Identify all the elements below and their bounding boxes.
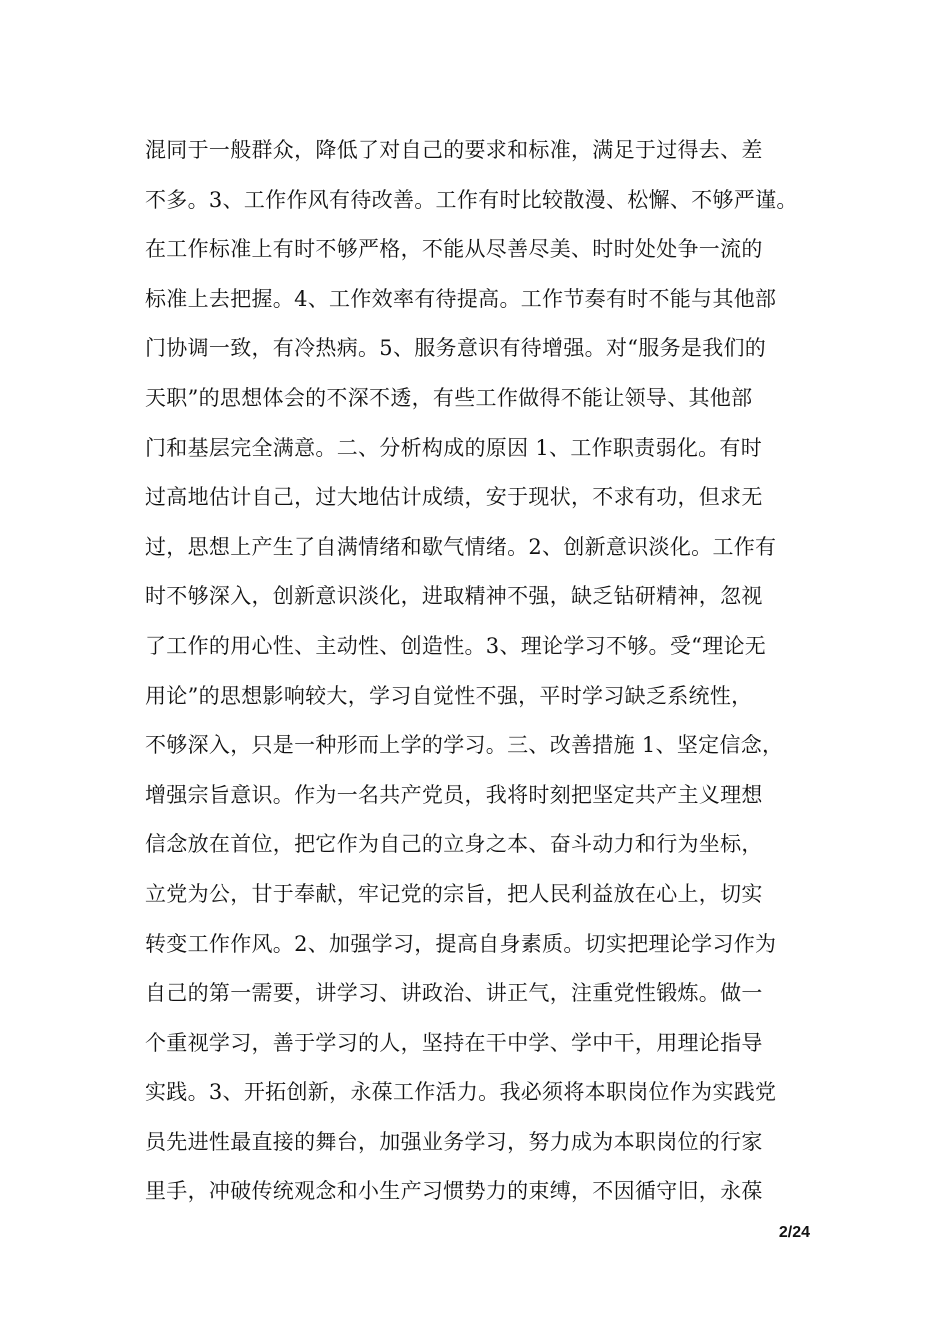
text-line: 在工作标准上有时不够严格，不能从尽善尽美、时时处处争一流的 bbox=[145, 237, 763, 262]
text-line: 个重视学习，善于学习的人，坚持在干中学、学中干，用理论指导 bbox=[145, 1030, 763, 1055]
text-line: 过高地估计自己，过大地估计成绩，安于现状，不求有功，但求无 bbox=[145, 485, 763, 510]
text-line: 门协调一致，有冷热病。5、服务意识有待增强。对“服务是我们的 bbox=[145, 336, 767, 361]
text-line: 实践。3、开拓创新，永葆工作活力。我必须将本职岗位作为实践党 bbox=[145, 1080, 777, 1105]
body-text bbox=[145, 126, 825, 1217]
text-line: 里手，冲破传统观念和小生产习惯势力的束缚，不因循守旧，永葆 bbox=[145, 1179, 763, 1204]
text-line: 自己的第一需要，讲学习、讲政治、讲正气，注重党性锻炼。做一 bbox=[145, 981, 763, 1006]
text-line: 转变工作作风。2、加强学习，提高自身素质。切实把理论学习作为 bbox=[145, 931, 777, 956]
text-line: 不够深入，只是一种形而上学的学习。三、改善措施 1、坚定信念， bbox=[145, 733, 784, 758]
text-line: 天职”的思想体会的不深不透，有些工作做得不能让领导、其他部 bbox=[145, 385, 753, 410]
text-line: 标准上去把握。4、工作效率有待提高。工作节奏有时不能与其他部 bbox=[145, 286, 777, 311]
text-line: 时不够深入，创新意识淡化，进取精神不强，缺乏钻研精神，忽视 bbox=[145, 584, 763, 609]
text-line: 混同于一般群众，降低了对自己的要求和标准，满足于过得去、差 bbox=[145, 138, 763, 162]
text-line: 了工作的用心性、主动性、创造性。3、理论学习不够。受“理论无 bbox=[145, 633, 767, 658]
text-line: 门和基层完全满意。二、分析构成的原因 1、工作职责弱化。有时 bbox=[145, 435, 763, 460]
text-line: 不多。3、工作作风有待改善。工作有时比较散漫、松懈、不够严谨。 bbox=[145, 187, 798, 212]
page-number: 2/24 bbox=[778, 1224, 810, 1241]
text-line: 增强宗旨意识。作为一名共产党员，我将时刻把坚定共产主义理想 bbox=[145, 782, 763, 807]
text-line: 信念放在首位，把它作为自己的立身之本、奋斗动力和行为坐标， bbox=[145, 832, 763, 857]
text-line: 用论”的思想影响较大，学习自觉性不强，平时学习缺乏系统性， bbox=[145, 683, 753, 708]
text-line: 过，思想上产生了自满情绪和歇气情绪。2、创新意识淡化。工作有 bbox=[145, 534, 777, 559]
text-line: 立党为公，甘于奉献，牢记党的宗旨，把人民利益放在心上，切实 bbox=[145, 881, 763, 906]
text-line: 员先进性最直接的舞台，加强业务学习，努力成为本职岗位的行家 bbox=[145, 1129, 763, 1154]
